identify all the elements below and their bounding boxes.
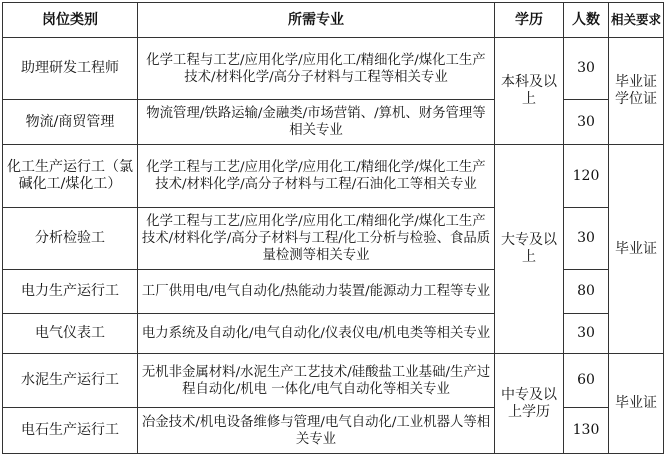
position-cell: 电力生产运行工 xyxy=(3,270,138,314)
education-cell: 大专及以上 xyxy=(495,145,564,354)
position-cell: 电石生产运行工 xyxy=(3,408,138,454)
requirement-cell: 毕业证学位证 xyxy=(609,38,664,145)
table-row xyxy=(3,408,664,454)
header-education: 学历 xyxy=(495,3,564,38)
requirement-cell: 毕业证 xyxy=(609,354,664,454)
position-cell: 助理研发工程师 xyxy=(3,38,138,100)
count-cell: 120 xyxy=(564,145,609,208)
requirement-cell: 毕业证 xyxy=(609,145,664,354)
major-cell: 电力系统及自动化/电气自动化/仪表仪电/机电类等相关专业 xyxy=(138,314,495,354)
position-cell: 物流/商贸管理 xyxy=(3,100,138,145)
major-cell: 无机非金属材料/水泥生产工艺技术/硅酸盐工业基础/生产过程自动化/机电 一体化/电气自动化等相关专业 xyxy=(138,354,495,408)
table-row xyxy=(3,208,664,270)
count-cell: 30 xyxy=(564,38,609,100)
position-cell: 分析检验工 xyxy=(3,208,138,270)
header-requirement: 相关要求 xyxy=(609,3,664,38)
major-cell: 化学工程与工艺/应用化学/应用化工/精细化学/煤化工生产技术/材料化学/高分子材料与工程/化工分析与检验、食品质量检测等相关专业 xyxy=(138,208,495,270)
table-row xyxy=(3,354,664,408)
count-cell: 60 xyxy=(564,354,609,408)
header-row xyxy=(3,3,664,38)
header-major: 所需专业 xyxy=(138,3,495,38)
table-row xyxy=(3,100,664,145)
count-cell: 30 xyxy=(564,208,609,270)
count-cell: 30 xyxy=(564,100,609,145)
count-cell: 30 xyxy=(564,314,609,354)
table-row xyxy=(3,38,664,100)
count-cell: 130 xyxy=(564,408,609,454)
table-row xyxy=(3,145,664,208)
major-cell: 工厂供用电/电气自动化/热能动力装置/能源动力工程等专业 xyxy=(138,270,495,314)
recruitment-table xyxy=(2,2,664,454)
major-cell: 化学工程与工艺/应用化学/应用化工/精细化学/煤化工生产技术/材料化学/高分子材料与工程/石油化工等相关专业 xyxy=(138,145,495,208)
education-cell: 中专及以上学历 xyxy=(495,354,564,454)
header-position: 岗位类别 xyxy=(3,3,138,38)
table-row xyxy=(3,314,664,354)
table-row xyxy=(3,270,664,314)
major-cell: 物流管理/铁路运输/金融类/市场营销、/算机、财务管理等相关专业 xyxy=(138,100,495,145)
education-cell: 本科及以上 xyxy=(495,38,564,145)
position-cell: 电气仪表工 xyxy=(3,314,138,354)
major-cell: 冶金技术/机电设备维修与管理/电气自动化/工业机器人等相关专业 xyxy=(138,408,495,454)
header-count: 人数 xyxy=(564,3,609,38)
count-cell: 80 xyxy=(564,270,609,314)
position-cell: 化工生产运行工（氯碱化工/煤化工） xyxy=(3,145,138,208)
position-cell: 水泥生产运行工 xyxy=(3,354,138,408)
major-cell: 化学工程与工艺/应用化学/应用化工/精细化学/煤化工生产技术/材料化学/高分子材料与工程等相关专业 xyxy=(138,38,495,100)
